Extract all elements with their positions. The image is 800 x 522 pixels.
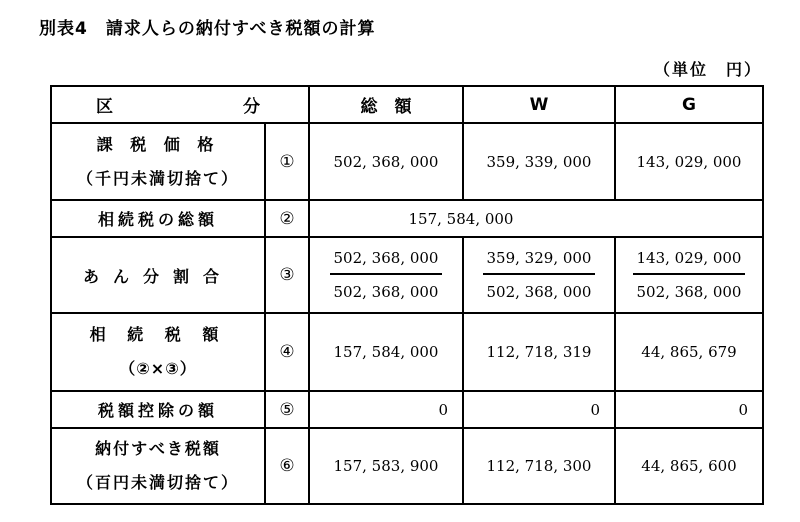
row-label-line1: 納付すべき税額	[95, 439, 221, 458]
row-label: 税額控除の額	[51, 391, 265, 428]
cell-total: 157, 583, 900	[309, 428, 463, 504]
row-mark: ④	[265, 313, 309, 391]
header-row	[51, 86, 763, 123]
cell-w: 112, 718, 300	[463, 428, 615, 504]
cell-total-fraction	[309, 237, 463, 313]
document-title: 別表4 請求人らの納付すべき税額の計算	[39, 19, 376, 39]
header-kubun	[51, 86, 309, 123]
cell-total: 157, 584, 000	[309, 313, 463, 391]
row-label	[51, 123, 265, 200]
fraction	[330, 249, 443, 301]
cell-g: 0	[615, 391, 763, 428]
row-label: あん分割合	[51, 237, 265, 313]
cell-total: 0	[309, 391, 463, 428]
fraction-numerator: 143, 029, 000	[633, 249, 746, 275]
cell-merged-total: 157, 584, 000	[309, 200, 763, 237]
tax-calculation-table	[50, 85, 764, 505]
fraction-numerator: 359, 329, 000	[483, 249, 596, 275]
cell-w: 112, 718, 319	[463, 313, 615, 391]
table-row	[51, 237, 763, 313]
row-mark: ⑤	[265, 391, 309, 428]
table-row	[51, 123, 763, 200]
cell-w: 359, 339, 000	[463, 123, 615, 200]
header-kubun-left: 区	[96, 97, 113, 117]
cell-g: 143, 029, 000	[615, 123, 763, 200]
fraction	[633, 249, 746, 301]
row-label: 相続税の総額	[51, 200, 265, 237]
row-label-line1: 課 税 価 格	[96, 134, 220, 154]
cell-total: 502, 368, 000	[309, 123, 463, 200]
unit-note: （単位 円）	[653, 60, 762, 79]
table-row	[51, 200, 763, 237]
header-w: W	[463, 86, 615, 123]
header-g: G	[615, 86, 763, 123]
fraction-denominator: 502, 368, 000	[486, 283, 592, 301]
fraction-denominator: 502, 368, 000	[333, 283, 439, 301]
fraction-denominator: 502, 368, 000	[636, 283, 742, 301]
fraction-numerator: 502, 368, 000	[330, 249, 443, 275]
row-label	[51, 313, 265, 391]
cell-w-fraction	[463, 237, 615, 313]
row-mark: ②	[265, 200, 309, 237]
row-mark: ③	[265, 237, 309, 313]
cell-g: 44, 865, 679	[615, 313, 763, 391]
table-row	[51, 428, 763, 504]
cell-g: 44, 865, 600	[615, 428, 763, 504]
row-label-line2: （千円未満切捨て）	[76, 168, 239, 188]
row-label-line2: （②×③）	[119, 359, 197, 378]
row-label	[51, 428, 265, 504]
header-total: 総 額	[309, 86, 463, 123]
header-kubun-right: 分	[243, 97, 260, 117]
cell-g-fraction	[615, 237, 763, 313]
fraction	[483, 249, 596, 301]
row-label-line2: （百円未満切捨て）	[76, 473, 239, 492]
row-mark: ①	[265, 123, 309, 200]
table-row	[51, 391, 763, 428]
row-mark: ⑥	[265, 428, 309, 504]
row-label-line1: 相 続 税 額	[89, 325, 227, 344]
table-row	[51, 313, 763, 391]
cell-w: 0	[463, 391, 615, 428]
